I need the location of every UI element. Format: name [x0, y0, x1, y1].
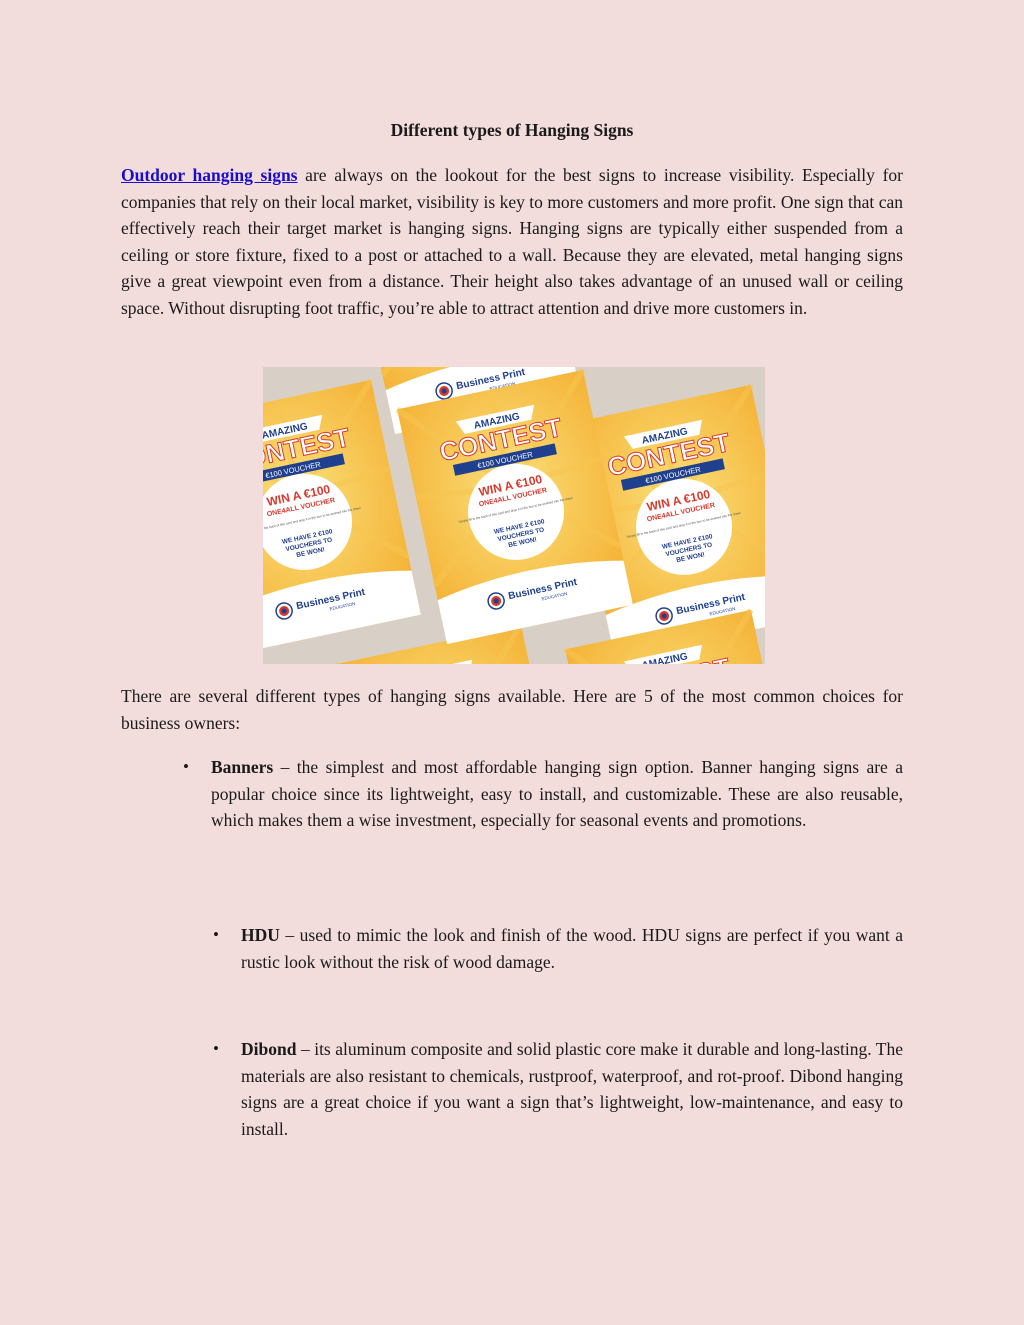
- list-item-text: – used to mimic the look and finish of the wood. HDU signs are perfect if you want a rustic look without the risk of wood damage.: [241, 925, 903, 972]
- list-item-term: Dibond: [241, 1039, 297, 1059]
- outdoor-hanging-signs-link[interactable]: Outdoor hanging signs: [121, 165, 298, 185]
- bullet-icon: •: [213, 1039, 219, 1058]
- list-item-banners: [211, 754, 903, 834]
- list-item-hdu: [241, 922, 903, 975]
- intro-text: are always on the lookout for the best signs to increase visibility. Especially for companies that rely on their local market, visibility is key to more customers and more profit. One sign that can effectively reach their target market is hanging signs. Hanging signs are typically either suspended from a ceiling or store fixture, fixed to a post or attached to a wall. Because they are elevated, metal hanging signs give a great viewpoint even from a distance. Their height also takes advantage of an unused wall or ceiling space. Without disrupting foot traffic, you’re able to attract attention and drive more customers in.: [121, 165, 903, 318]
- bullet-icon: •: [183, 757, 189, 776]
- intro-paragraph: [121, 162, 903, 321]
- list-item-term: HDU: [241, 925, 280, 945]
- list-item-term: Banners: [211, 757, 274, 777]
- list-item-dibond: [241, 1036, 903, 1142]
- types-intro-paragraph: There are several different types of hanging signs available. Here are 5 of the most common choices for business owners:: [121, 686, 903, 733]
- bullet-icon: •: [213, 925, 219, 944]
- list-item-text: – the simplest and most affordable hanging sign option. Banner hanging signs are a popular choice since its lightweight, easy to install, and customizable. These are also reusable, which makes them a wise investment, especially for seasonal events and promotions.: [211, 757, 903, 830]
- list-item-text: – its aluminum composite and solid plastic core make it durable and long-lasting. The materials are also resistant to chemicals, rustproof, waterproof, and rot-proof. Dibond hanging signs are a great choice if you want a sign that’s lightweight, low-maintenance, and easy to install.: [241, 1039, 903, 1139]
- page-title: Different types of Hanging Signs: [390, 120, 634, 140]
- contest-posters-image: [263, 367, 765, 664]
